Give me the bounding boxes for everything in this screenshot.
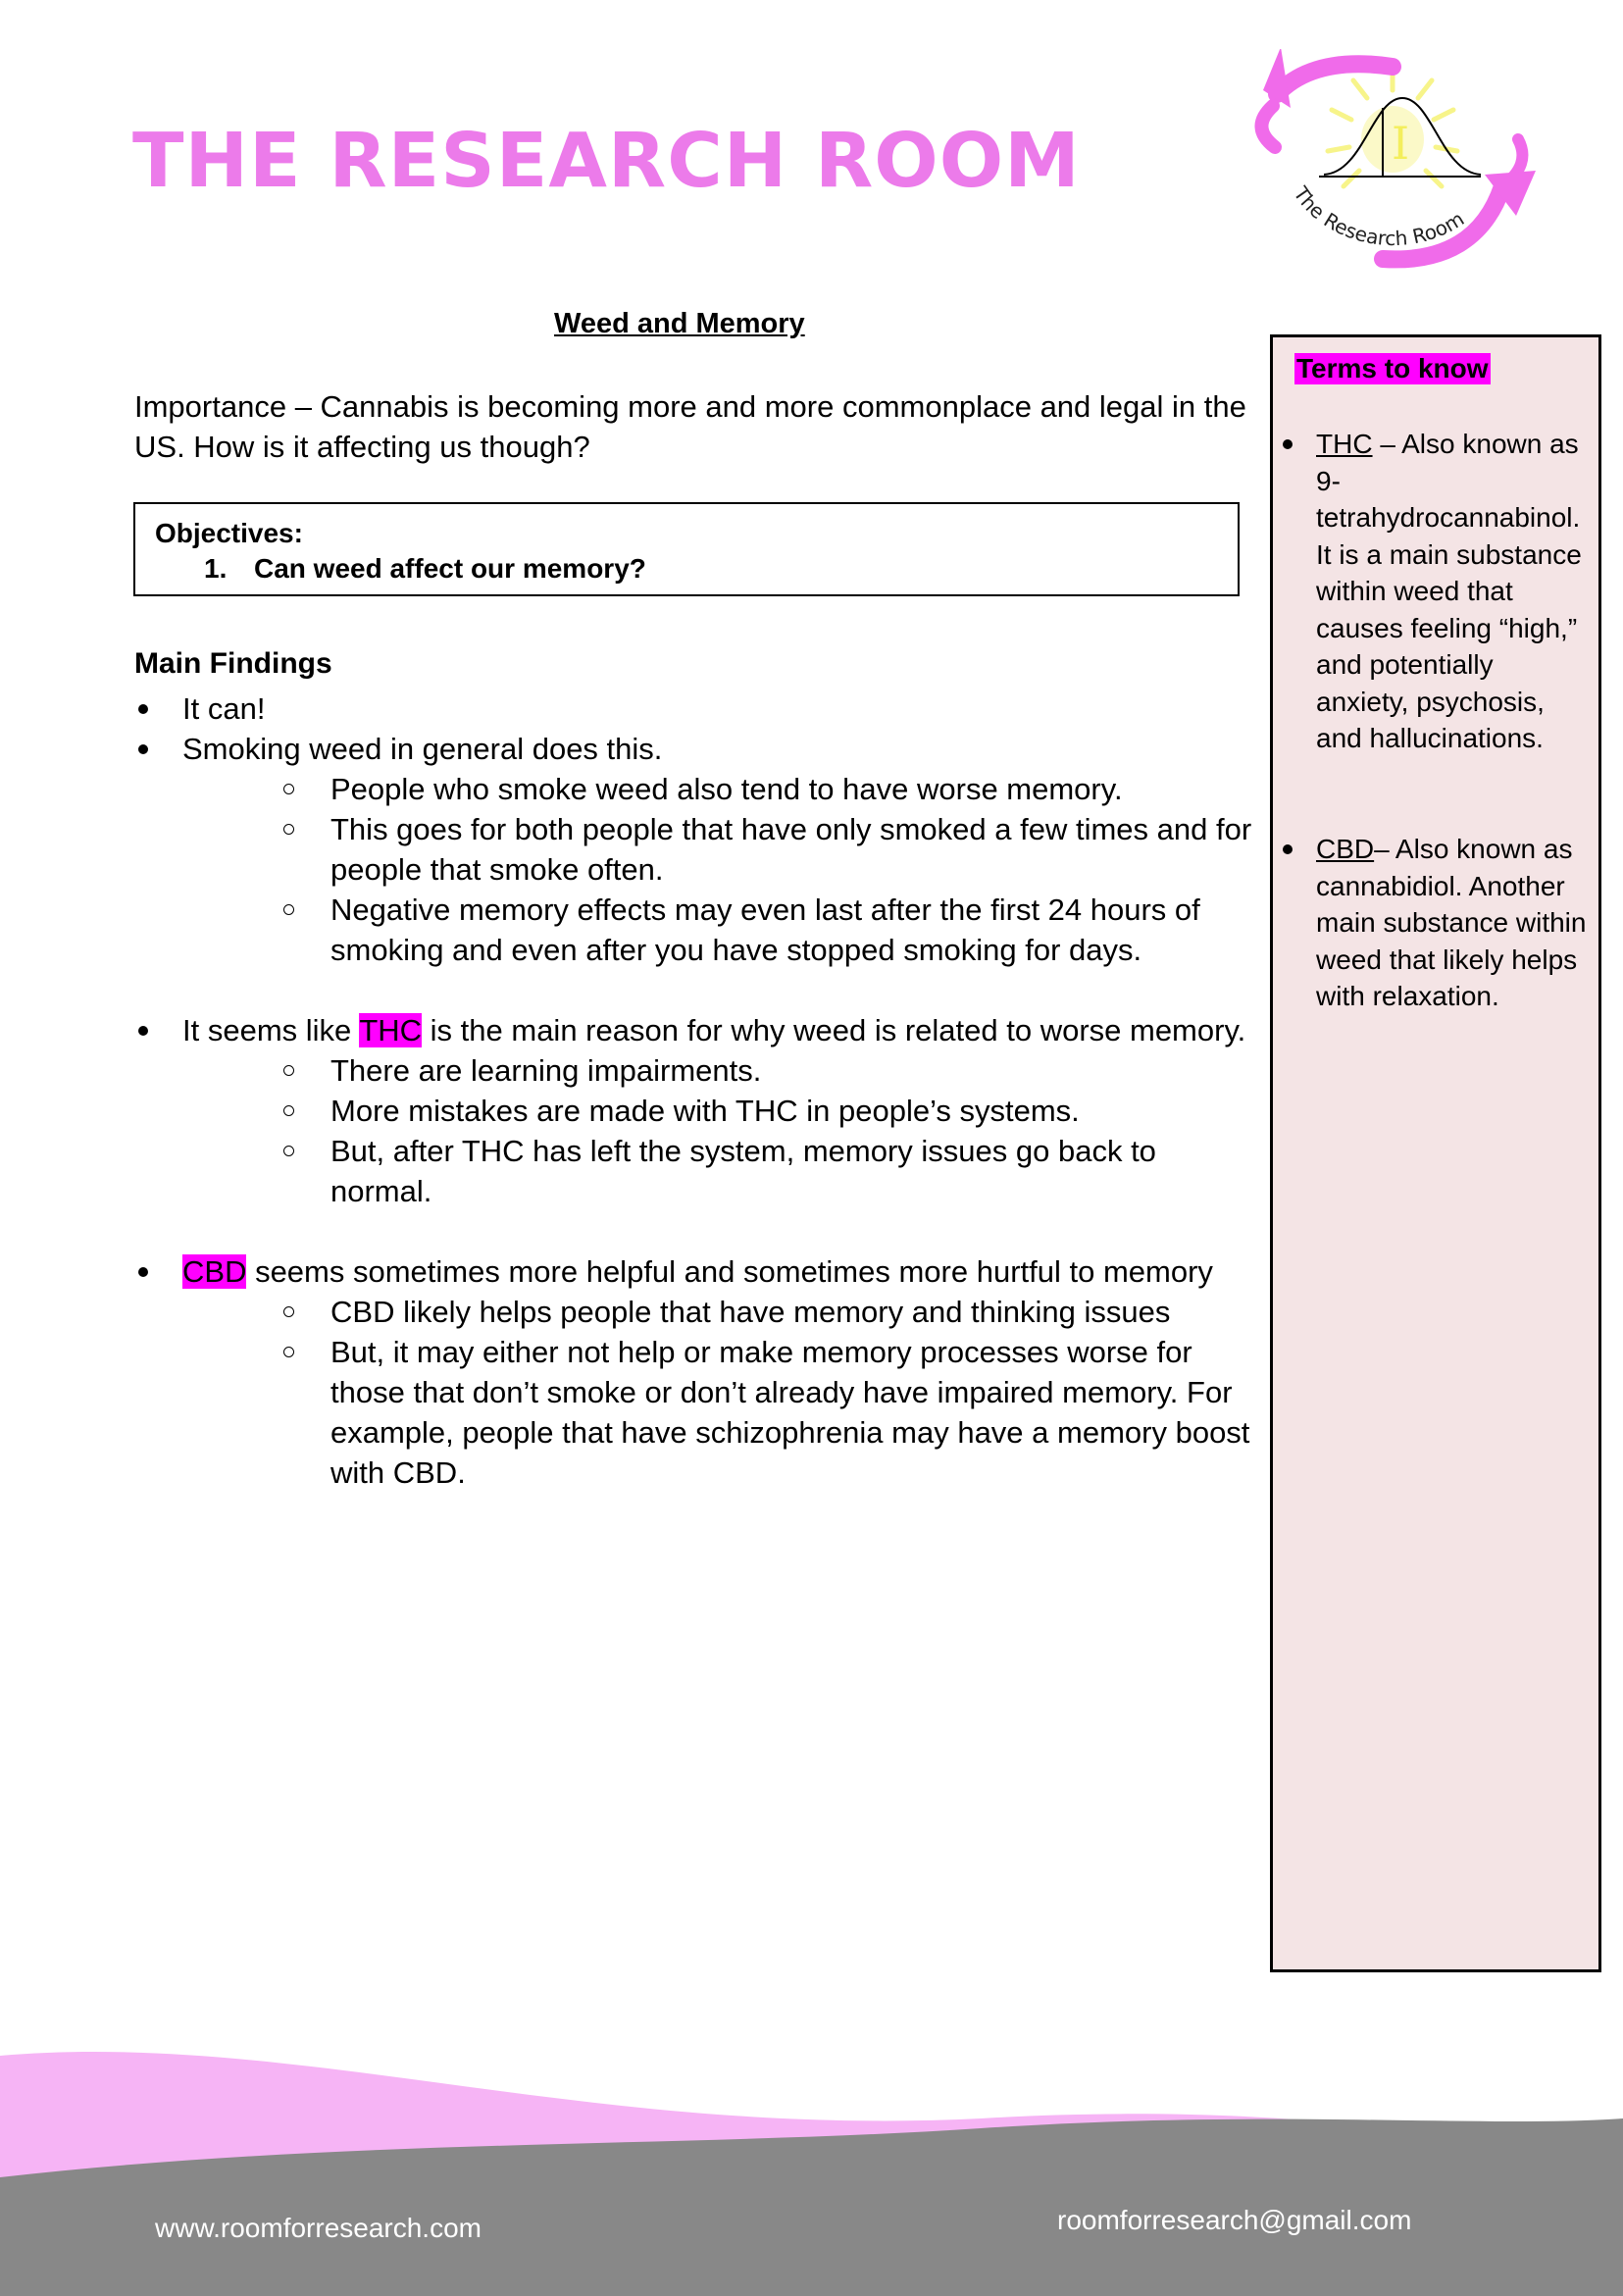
circle-bullet-icon — [283, 904, 294, 915]
thc-highlight: THC — [359, 1013, 423, 1047]
terms-sidebar — [1270, 334, 1601, 1972]
objective-text: Can weed affect our memory? — [254, 553, 646, 584]
svg-text:The Research Room — [1289, 181, 1468, 250]
circle-bullet-icon — [283, 784, 294, 794]
finding-subitem: But, after THC has left the system, memory issues go back to normal. — [134, 1131, 1252, 1211]
finding-subitem: There are learning impairments. — [134, 1050, 1252, 1091]
circle-bullet-icon — [283, 1065, 294, 1076]
objectives-heading: Objectives: — [155, 518, 303, 548]
footer-wave — [0, 2040, 1623, 2296]
bullet-icon — [1283, 844, 1293, 854]
finding-subitem: More mistakes are made with THC in people’s systems. — [134, 1091, 1252, 1131]
bullet-icon — [138, 744, 148, 754]
finding-subitem: CBD likely helps people that have memory and thinking issues — [134, 1292, 1252, 1332]
term-definition: – Also known as cannabidiol. Another main substance within weed that likely helps with relaxation. — [1316, 834, 1587, 1011]
cbd-highlight: CBD — [182, 1254, 247, 1289]
findings-heading: Main Findings — [134, 647, 332, 680]
findings-list — [134, 689, 1252, 1493]
document-title: Weed and Memory — [554, 308, 805, 339]
svg-text:I: I — [1392, 117, 1410, 170]
term-thc — [1316, 426, 1591, 757]
terms-heading: Terms to know — [1296, 353, 1489, 383]
circle-bullet-icon — [283, 1146, 294, 1156]
circle-bullet-icon — [283, 824, 294, 835]
term-cbd — [1316, 831, 1591, 1015]
finding-bullet: CBD seems sometimes more helpful and sometimes more hurtful to memory — [134, 1251, 1252, 1292]
term-name: THC — [1316, 429, 1373, 459]
bullet-icon — [1283, 439, 1293, 449]
objectives-box — [133, 502, 1240, 596]
circle-bullet-icon — [283, 1347, 294, 1357]
logo-text: The Research Room — [1289, 181, 1469, 251]
term-name: CBD — [1316, 834, 1375, 864]
brand-title: THE RESEARCH ROOM — [132, 118, 1081, 205]
circle-bullet-icon — [283, 1306, 294, 1317]
circle-bullet-icon — [283, 1105, 294, 1116]
bullet-icon — [138, 1267, 148, 1277]
finding-bullet: It can! — [134, 689, 1252, 729]
finding-bullet: Smoking weed in general does this. — [134, 729, 1252, 769]
bullet-icon — [138, 704, 148, 714]
finding-subitem: But, it may either not help or make memory processes worse for those that don’t smoke or don’t already have impaired memory. For example, people that have schizophrenia may have a memory boost with CBD. — [134, 1332, 1252, 1493]
finding-subitem: People who smoke weed also tend to have worse memory. — [134, 769, 1252, 809]
intro-paragraph: Importance – Cannabis is becoming more and more commonplace and legal in the US. How is it affecting us though? — [134, 389, 1246, 464]
finding-subitem: This goes for both people that have only smoked a few times and for people that smoke often. — [134, 809, 1252, 890]
objective-number: 1. — [204, 553, 228, 584]
bullet-icon — [138, 1026, 148, 1036]
finding-bullet: It seems like THC is the main reason for why weed is related to worse memory. — [134, 1010, 1252, 1050]
footer-website: www.roomforresearch.com — [155, 2213, 482, 2243]
objective-item — [204, 553, 646, 585]
term-definition: – Also known as 9-tetrahydrocannabinol. It is a main substance within weed that causes feeling “high,” and potentially anxiety, psychosis, and hallucinations. — [1316, 429, 1582, 753]
research-room-logo — [1245, 49, 1549, 284]
footer-email: roomforresearch@gmail.com — [1057, 2205, 1412, 2235]
finding-subitem: Negative memory effects may even last after the first 24 hours of smoking and even after you have stopped smoking for days. — [134, 890, 1252, 970]
